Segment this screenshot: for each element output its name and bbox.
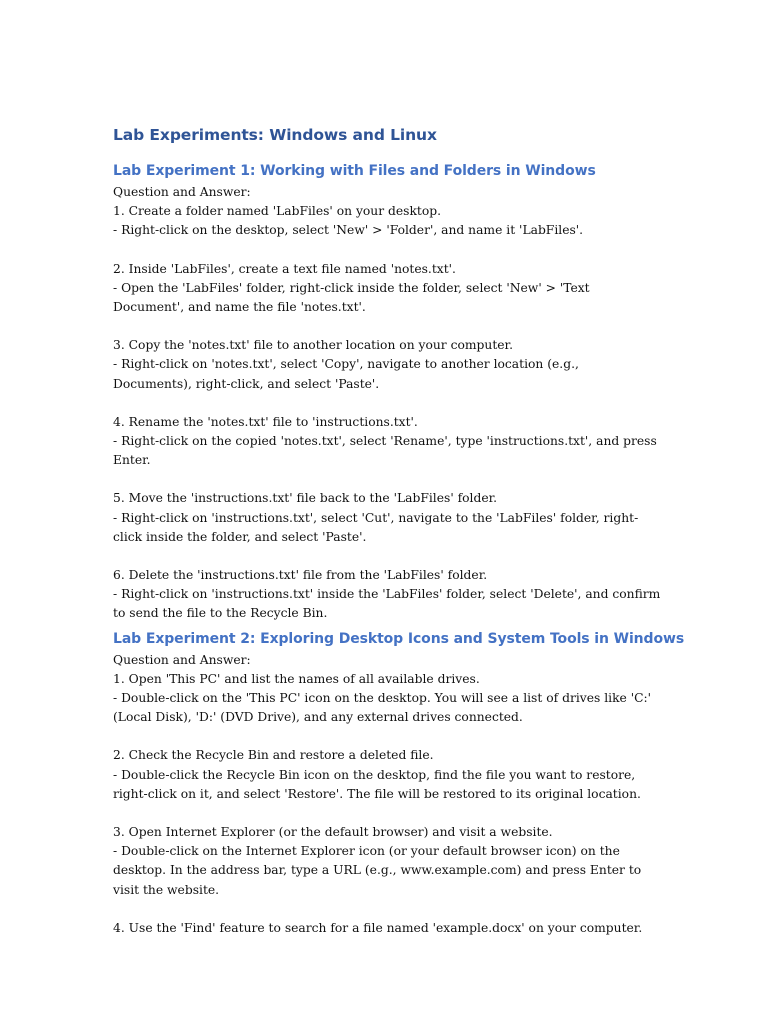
document-title: Lab Experiments: Windows and Linux bbox=[113, 126, 437, 144]
question-text: 3. Copy the 'notes.txt' file to another location on your computer. bbox=[113, 338, 513, 353]
section-intro: Question and Answer: bbox=[113, 185, 251, 199]
question-answer-item bbox=[113, 336, 768, 394]
question-text: 2. Check the Recycle Bin and restore a deleted file. bbox=[113, 748, 434, 763]
question-answer-item bbox=[113, 202, 768, 240]
question-text: 3. Open Internet Explorer (or the default browser) and visit a website. bbox=[113, 825, 553, 840]
question-answer-item bbox=[113, 670, 768, 728]
question-answer-item bbox=[113, 413, 768, 471]
question-answer-item bbox=[113, 260, 768, 318]
question-text: 5. Move the 'instructions.txt' file back to the 'LabFiles' folder. bbox=[113, 491, 498, 506]
answer-text: - Double-click on the 'This PC' icon on the desktop. You will see a list of drives like 'C:' (Local Disk), 'D:' (DVD Drive), and any external drives connected. bbox=[113, 691, 652, 725]
question-text: 4. Use the 'Find' feature to search for a file named 'example.docx' on your computer. bbox=[113, 920, 643, 935]
question-text: 1. Open 'This PC' and list the names of all available drives. bbox=[113, 671, 480, 686]
section-heading: Lab Experiment 2: Exploring Desktop Icons and System Tools in Windows bbox=[113, 630, 685, 647]
answer-text: - Double-click the Recycle Bin icon on the desktop, find the file you want to restore, right-click on it, and select 'Restore'. The file will be restored to its original location. bbox=[113, 767, 641, 801]
question-answer-item bbox=[113, 746, 768, 804]
section-heading: Lab Experiment 1: Working with Files and Folders in Windows bbox=[113, 163, 596, 179]
answer-text: - Right-click on 'instructions.txt' inside the 'LabFiles' folder, select 'Delete', and confirm to send the file to the Recycle Bin. bbox=[113, 587, 661, 621]
question-text: 4. Rename the 'notes.txt' file to 'instructions.txt'. bbox=[113, 414, 418, 429]
question-answer-item bbox=[113, 566, 768, 624]
sections-container bbox=[113, 161, 768, 938]
question-text: 1. Create a folder named 'LabFiles' on your desktop. bbox=[113, 204, 442, 219]
question-text: 6. Delete the 'instructions.txt' file from the 'LabFiles' folder. bbox=[113, 568, 488, 583]
lab-experiment-section bbox=[113, 629, 768, 938]
answer-text: - Right-click on 'instructions.txt', select 'Cut', navigate to the 'LabFiles' folder, right-click inside the folder, and select 'Paste'. bbox=[113, 510, 639, 544]
answer-text: - Right-click on the copied 'notes.txt', select 'Rename', type 'instructions.txt', and press Enter. bbox=[113, 434, 657, 468]
question-answer-item bbox=[113, 489, 768, 547]
question-text: 2. Inside 'LabFiles', create a text file named 'notes.txt'. bbox=[113, 261, 456, 276]
question-answer-item bbox=[113, 823, 768, 900]
answer-text: - Right-click on 'notes.txt', select 'Copy', navigate to another location (e.g., Documents), right-click, and select 'Paste'. bbox=[113, 357, 579, 391]
answer-text: - Double-click on the Internet Explorer icon (or your default browser icon) on the desktop. In the address bar, type a URL (e.g., www.example.com) and press Enter to visit the website. bbox=[113, 844, 642, 897]
answer-text: - Open the 'LabFiles' folder, right-click inside the folder, select 'New' > 'Text Document', and name the file 'notes.txt'. bbox=[113, 280, 590, 315]
question-answer-item bbox=[113, 919, 768, 938]
section-intro: Question and Answer: bbox=[113, 652, 251, 667]
lab-experiment-section bbox=[113, 161, 768, 624]
answer-text: - Right-click on the desktop, select 'New' > 'Folder', and name it 'LabFiles'. bbox=[113, 223, 584, 238]
